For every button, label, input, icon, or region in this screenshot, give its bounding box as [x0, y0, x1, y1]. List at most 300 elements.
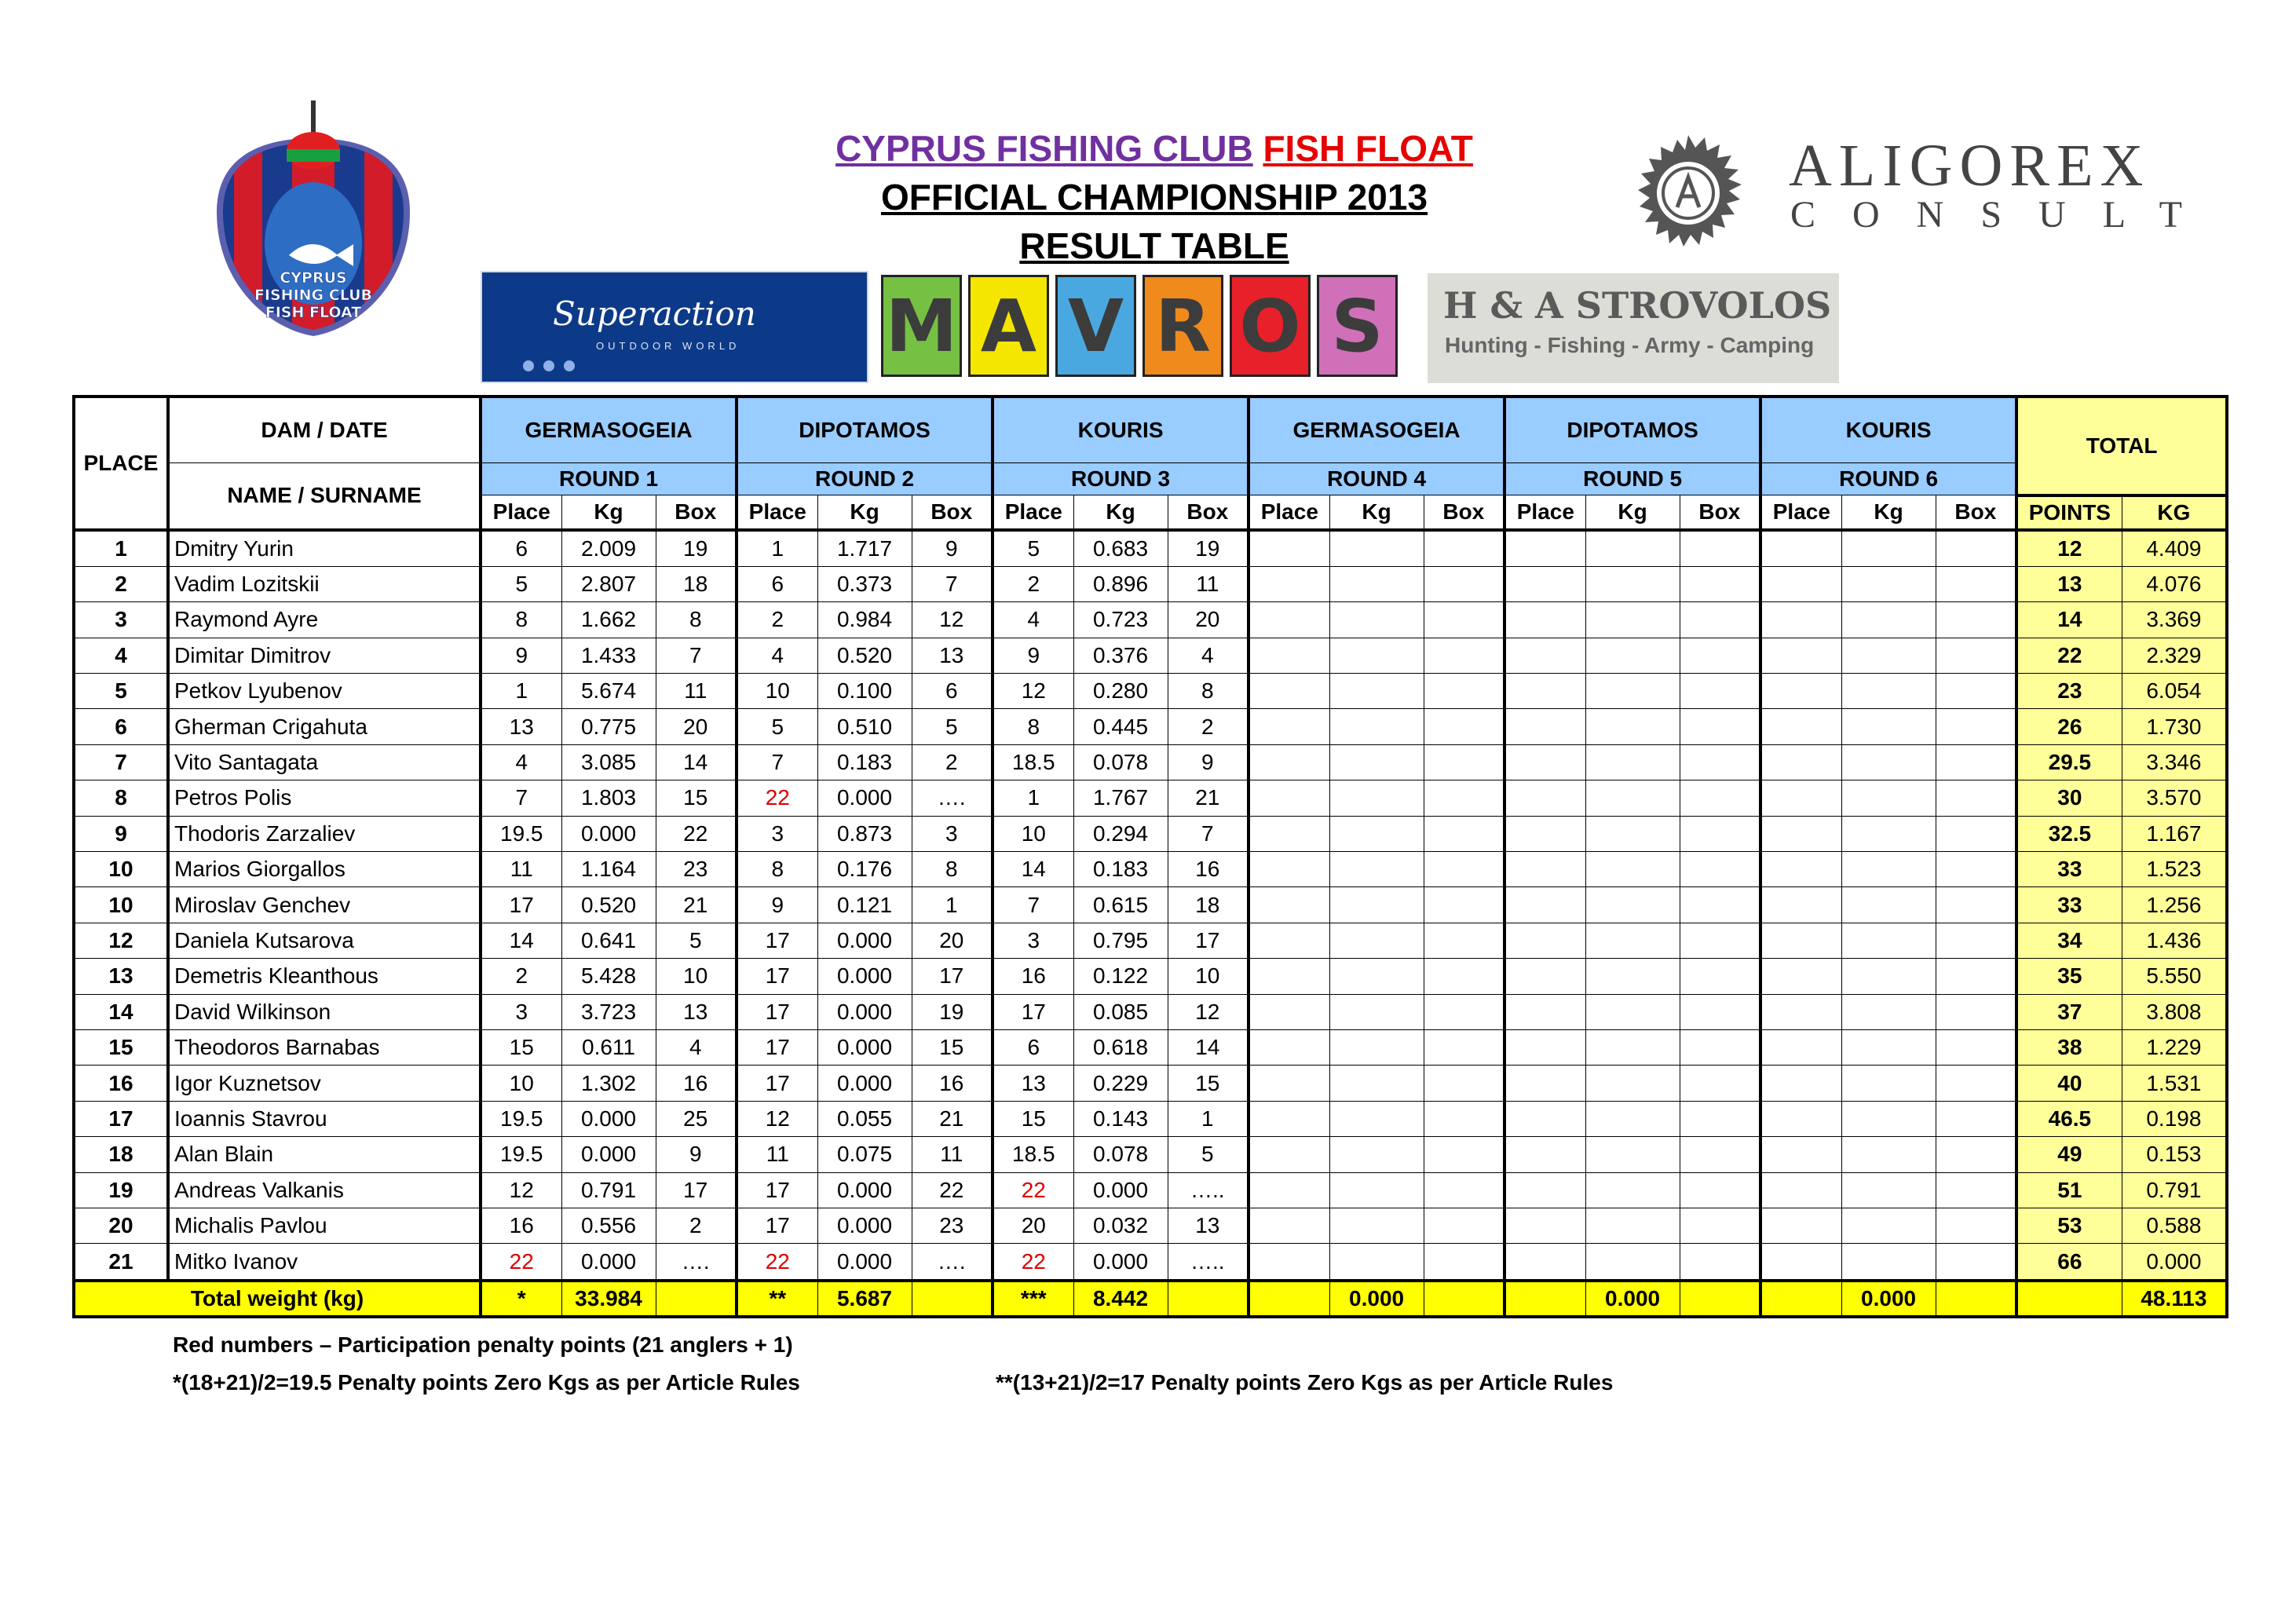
round5-box-cell [1680, 816, 1760, 851]
round1-box-cell: 5 [656, 923, 737, 958]
row-total-kg: 1.229 [2122, 1029, 2227, 1065]
round4-kg-cell [1329, 780, 1424, 816]
total-points-header: POINTS [2016, 495, 2122, 530]
row-total-points: 51 [2016, 1172, 2122, 1208]
round4-kg-cell [1329, 1066, 1424, 1101]
round2-place-cell: 22 [737, 780, 817, 816]
row-place: 1 [74, 530, 168, 567]
round4-kg-cell [1329, 602, 1424, 638]
round2-box-cell: 5 [912, 709, 993, 744]
grand-total-points [2016, 1281, 2122, 1317]
row-total-kg: 1.531 [2122, 1066, 2227, 1101]
round4-kg-cell [1329, 638, 1424, 673]
round2-place-cell: 1 [737, 530, 817, 567]
table-row [74, 1101, 2227, 1136]
round6-kg-cell [1841, 1208, 1936, 1243]
sub-header-place: Place [1249, 495, 1329, 530]
row-total-points: 26 [2016, 709, 2122, 744]
round1-place-cell: 15 [481, 1029, 561, 1065]
round6-place-cell [1760, 1066, 1841, 1101]
row-total-kg: 2.329 [2122, 638, 2227, 673]
row-name: Ioannis Stavrou [168, 1101, 481, 1136]
row-place: 21 [74, 1244, 168, 1281]
round5-place-cell [1504, 1172, 1585, 1208]
row-name: Thodoris Zarzaliev [168, 816, 481, 851]
round6-kg-cell [1841, 709, 1936, 744]
row-place: 10 [74, 852, 168, 887]
sub-header-kg: Kg [561, 495, 656, 530]
round1-box-cell: 9 [656, 1137, 737, 1172]
round3-place-cell: 13 [993, 1066, 1073, 1101]
row-name: Raymond Ayre [168, 602, 481, 638]
round3-kg-cell: 0.376 [1073, 638, 1168, 673]
round2-place-cell: 2 [737, 602, 817, 638]
round3-box-cell: 5 [1168, 1137, 1249, 1172]
round1-box-cell: 2 [656, 1208, 737, 1243]
round6-place-cell [1760, 1101, 1841, 1136]
table-row [74, 709, 2227, 744]
sub-header-place: Place [993, 495, 1073, 530]
row-total-points: 66 [2016, 1244, 2122, 1281]
round4-total-box [1424, 1281, 1504, 1317]
total-header: TOTAL [2016, 397, 2227, 495]
round1-total-kg: 33.984 [561, 1281, 656, 1317]
round1-kg-cell: 0.611 [561, 1029, 656, 1065]
round4-place-cell [1249, 602, 1329, 638]
round1-kg-cell: 1.164 [561, 852, 656, 887]
round4-place-cell [1249, 887, 1329, 923]
round4-kg-cell [1329, 530, 1424, 567]
row-name: Igor Kuznetsov [168, 1066, 481, 1101]
round1-box-cell: 4 [656, 1029, 737, 1065]
round5-kg-cell [1585, 923, 1680, 958]
round6-box-cell [1936, 780, 2016, 816]
round5-place-cell [1504, 709, 1585, 744]
round1-place-cell: 14 [481, 923, 561, 958]
strovolos-title: H & A STROVOLOS [1443, 284, 1832, 327]
round6-place-cell [1760, 1029, 1841, 1065]
round4-kg-cell [1329, 1244, 1424, 1281]
round2-kg-cell: 0.055 [817, 1101, 912, 1136]
round3-place-cell: 14 [993, 852, 1073, 887]
title-fish-float: FISH FLOAT [1263, 128, 1473, 169]
round3-kg-cell: 0.618 [1073, 1029, 1168, 1065]
round4-place-cell [1249, 923, 1329, 958]
round1-kg-cell: 1.433 [561, 638, 656, 673]
mavros-letter-s: S [1317, 275, 1398, 377]
round5-place-cell [1504, 1066, 1585, 1101]
venue-header-5: DIPOTAMOS [1504, 397, 1760, 463]
round3-kg-cell: 0.294 [1073, 816, 1168, 851]
round3-kg-cell: 1.767 [1073, 780, 1168, 816]
row-total-kg: 3.570 [2122, 780, 2227, 816]
round3-kg-cell: 0.032 [1073, 1208, 1168, 1243]
round4-total-mark [1249, 1281, 1329, 1317]
round4-box-cell [1424, 923, 1504, 958]
round5-kg-cell [1585, 709, 1680, 744]
round4-kg-cell [1329, 994, 1424, 1029]
round6-place-cell [1760, 674, 1841, 709]
round3-place-cell: 18.5 [993, 744, 1073, 780]
round6-box-cell [1936, 994, 2016, 1029]
round2-box-cell: 6 [912, 674, 993, 709]
round5-kg-cell [1585, 602, 1680, 638]
round1-kg-cell: 0.000 [561, 816, 656, 851]
round1-box-cell: 7 [656, 638, 737, 673]
round2-box-cell: 15 [912, 1029, 993, 1065]
venue-header-4: GERMASOGEIA [1249, 397, 1504, 463]
row-total-kg: 6.054 [2122, 674, 2227, 709]
round4-box-cell [1424, 1029, 1504, 1065]
round2-place-cell: 17 [737, 1029, 817, 1065]
round1-box-cell: 8 [656, 602, 737, 638]
round4-place-cell [1249, 816, 1329, 851]
round6-kg-cell [1841, 887, 1936, 923]
round4-box-cell [1424, 816, 1504, 851]
round6-place-cell [1760, 923, 1841, 958]
round2-total-box [912, 1281, 993, 1317]
round3-place-cell: 10 [993, 816, 1073, 851]
round6-place-cell [1760, 780, 1841, 816]
round4-place-cell [1249, 674, 1329, 709]
table-row [74, 674, 2227, 709]
dam-date-header: DAM / DATE [168, 397, 481, 463]
round2-box-cell: 20 [912, 923, 993, 958]
round5-kg-cell [1585, 816, 1680, 851]
round4-kg-cell [1329, 1137, 1424, 1172]
round5-place-cell [1504, 816, 1585, 851]
round2-kg-cell: 0.075 [817, 1137, 912, 1172]
round4-place-cell [1249, 1208, 1329, 1243]
round5-kg-cell [1585, 1066, 1680, 1101]
table-row [74, 1244, 2227, 1281]
round5-place-cell [1504, 959, 1585, 994]
table-row [74, 566, 2227, 601]
round5-kg-cell [1585, 1101, 1680, 1136]
round3-box-cell: 9 [1168, 744, 1249, 780]
row-total-kg: 1.730 [2122, 709, 2227, 744]
round4-kg-cell [1329, 959, 1424, 994]
round-header-2: ROUND 2 [737, 463, 993, 495]
round2-place-cell: 12 [737, 1101, 817, 1136]
row-name: Gherman Crigahuta [168, 709, 481, 744]
round3-kg-cell: 0.896 [1073, 566, 1168, 601]
round6-box-cell [1936, 602, 2016, 638]
round1-kg-cell: 0.000 [561, 1244, 656, 1281]
aligorex-name: ALIGOREX [1789, 133, 2151, 199]
round5-kg-cell [1585, 852, 1680, 887]
row-total-kg: 0.588 [2122, 1208, 2227, 1243]
round5-kg-cell [1585, 674, 1680, 709]
round5-place-cell [1504, 1029, 1585, 1065]
round6-kg-cell [1841, 674, 1936, 709]
results-table [72, 395, 2228, 1318]
round6-box-cell [1936, 887, 2016, 923]
round2-kg-cell: 1.717 [817, 530, 912, 567]
round3-total-mark: *** [993, 1281, 1073, 1317]
round1-place-cell: 7 [481, 780, 561, 816]
row-name: Theodoros Barnabas [168, 1029, 481, 1065]
round6-kg-cell [1841, 1101, 1936, 1136]
round5-box-cell [1680, 1066, 1760, 1101]
round4-box-cell [1424, 1172, 1504, 1208]
round3-kg-cell: 0.445 [1073, 709, 1168, 744]
row-total-points: 12 [2016, 530, 2122, 567]
round4-kg-cell [1329, 674, 1424, 709]
round4-box-cell [1424, 530, 1504, 567]
round2-box-cell: 1 [912, 887, 993, 923]
strovolos-logo [1428, 273, 1839, 383]
round2-kg-cell: 0.000 [817, 994, 912, 1029]
round2-kg-cell: 0.873 [817, 816, 912, 851]
sub-header-kg: Kg [1329, 495, 1424, 530]
round1-place-cell: 3 [481, 994, 561, 1029]
round5-place-cell [1504, 852, 1585, 887]
round6-kg-cell [1841, 744, 1936, 780]
round1-kg-cell: 3.723 [561, 994, 656, 1029]
round5-place-cell [1504, 1137, 1585, 1172]
round3-box-cell: 14 [1168, 1029, 1249, 1065]
round3-box-cell: 21 [1168, 780, 1249, 816]
round4-total-kg: 0.000 [1329, 1281, 1424, 1317]
round1-kg-cell: 0.520 [561, 887, 656, 923]
round-header-1: ROUND 1 [481, 463, 737, 495]
club-shield-logo [210, 94, 416, 338]
round2-kg-cell: 0.000 [817, 780, 912, 816]
round5-kg-cell [1585, 1208, 1680, 1243]
round4-place-cell [1249, 709, 1329, 744]
row-total-points: 29.5 [2016, 744, 2122, 780]
round2-place-cell: 11 [737, 1137, 817, 1172]
round4-place-cell [1249, 1029, 1329, 1065]
title-club-name: CYPRUS FISHING CLUB [835, 128, 1253, 169]
round5-place-cell [1504, 530, 1585, 567]
sub-header-kg: Kg [817, 495, 912, 530]
round1-place-cell: 13 [481, 709, 561, 744]
round4-box-cell [1424, 1066, 1504, 1101]
row-total-points: 30 [2016, 780, 2122, 816]
round4-box-cell [1424, 994, 1504, 1029]
round6-kg-cell [1841, 959, 1936, 994]
round2-place-cell: 9 [737, 887, 817, 923]
round3-kg-cell: 0.795 [1073, 923, 1168, 958]
round6-kg-cell [1841, 1029, 1936, 1065]
round5-kg-cell [1585, 1172, 1680, 1208]
round6-place-cell [1760, 566, 1841, 601]
round6-kg-cell [1841, 638, 1936, 673]
round6-place-cell [1760, 959, 1841, 994]
total-kg-header: KG [2122, 495, 2227, 530]
row-total-points: 33 [2016, 852, 2122, 887]
round4-kg-cell [1329, 923, 1424, 958]
round5-place-cell [1504, 744, 1585, 780]
row-total-points: 38 [2016, 1029, 2122, 1065]
round2-total-mark: ** [737, 1281, 817, 1317]
round1-box-cell: 20 [656, 709, 737, 744]
round6-place-cell [1760, 638, 1841, 673]
round4-place-cell [1249, 1172, 1329, 1208]
sub-header-place: Place [737, 495, 817, 530]
sub-header-place: Place [481, 495, 561, 530]
round6-place-cell [1760, 816, 1841, 851]
round1-place-cell: 19.5 [481, 816, 561, 851]
round3-place-cell: 6 [993, 1029, 1073, 1065]
round4-box-cell [1424, 1208, 1504, 1243]
mavros-letter-o: O [1230, 275, 1311, 377]
venue-header-1: GERMASOGEIA [481, 397, 737, 463]
row-name: Alan Blain [168, 1137, 481, 1172]
round2-kg-cell: 0.984 [817, 602, 912, 638]
table-row [74, 602, 2227, 638]
round1-box-cell: 17 [656, 1172, 737, 1208]
round3-place-cell: 2 [993, 566, 1073, 601]
round6-place-cell [1760, 1137, 1841, 1172]
round6-place-cell [1760, 852, 1841, 887]
venue-header-6: KOURIS [1760, 397, 2016, 463]
mavros-letter-r: R [1143, 275, 1223, 377]
row-name: Dmitry Yurin [168, 530, 481, 567]
round5-box-cell [1680, 887, 1760, 923]
round1-place-cell: 4 [481, 744, 561, 780]
round4-place-cell [1249, 530, 1329, 567]
round3-kg-cell: 0.723 [1073, 602, 1168, 638]
round5-box-cell [1680, 1208, 1760, 1243]
round4-box-cell [1424, 887, 1504, 923]
round3-kg-cell: 0.122 [1073, 959, 1168, 994]
row-place: 20 [74, 1208, 168, 1243]
round5-box-cell [1680, 674, 1760, 709]
round4-place-cell [1249, 1137, 1329, 1172]
round5-place-cell [1504, 923, 1585, 958]
round1-kg-cell: 1.803 [561, 780, 656, 816]
round4-place-cell [1249, 1066, 1329, 1101]
row-total-kg: 0.198 [2122, 1101, 2227, 1136]
superaction-tagline: OUTDOOR WORLD [596, 340, 740, 352]
round5-place-cell [1504, 602, 1585, 638]
row-place: 7 [74, 744, 168, 780]
round5-box-cell [1680, 1172, 1760, 1208]
round6-box-cell [1936, 638, 2016, 673]
round4-box-cell [1424, 638, 1504, 673]
round6-box-cell [1936, 744, 2016, 780]
venue-header-2: DIPOTAMOS [737, 397, 993, 463]
round5-place-cell [1504, 566, 1585, 601]
round5-box-cell [1680, 1244, 1760, 1281]
row-name: Dimitar Dimitrov [168, 638, 481, 673]
round5-box-cell [1680, 780, 1760, 816]
superaction-logo [481, 271, 868, 383]
row-total-points: 34 [2016, 923, 2122, 958]
mavros-logo [881, 275, 1401, 377]
round1-box-cell: 21 [656, 887, 737, 923]
round2-kg-cell: 0.000 [817, 959, 912, 994]
round2-box-cell: 19 [912, 994, 993, 1029]
round5-kg-cell [1585, 780, 1680, 816]
round2-box-cell: 3 [912, 816, 993, 851]
round4-box-cell [1424, 709, 1504, 744]
round2-kg-cell: 0.183 [817, 744, 912, 780]
round6-box-cell [1936, 1029, 2016, 1065]
row-total-kg: 3.369 [2122, 602, 2227, 638]
round2-kg-cell: 0.000 [817, 1208, 912, 1243]
name-surname-header: NAME / SURNAME [168, 463, 481, 530]
round1-box-cell: 15 [656, 780, 737, 816]
round2-box-cell: 22 [912, 1172, 993, 1208]
row-name: Marios Giorgallos [168, 852, 481, 887]
round4-kg-cell [1329, 1101, 1424, 1136]
round3-box-cell: 4 [1168, 638, 1249, 673]
sub-header-place: Place [1504, 495, 1585, 530]
row-place: 9 [74, 816, 168, 851]
round5-box-cell [1680, 709, 1760, 744]
total-weight-row [74, 1281, 2227, 1317]
row-total-kg: 5.550 [2122, 959, 2227, 994]
table-row [74, 959, 2227, 994]
row-total-points: 40 [2016, 1066, 2122, 1101]
round5-total-mark [1504, 1281, 1585, 1317]
round6-place-cell [1760, 994, 1841, 1029]
round4-kg-cell [1329, 744, 1424, 780]
round4-place-cell [1249, 994, 1329, 1029]
sub-header-kg: Kg [1585, 495, 1680, 530]
round4-box-cell [1424, 744, 1504, 780]
round3-box-cell: 20 [1168, 602, 1249, 638]
round2-place-cell: 17 [737, 959, 817, 994]
table-row [74, 1208, 2227, 1243]
superaction-wordmark: Superaction [553, 294, 756, 333]
aligorex-subtitle: CONSULT [1790, 194, 2219, 236]
round6-box-cell [1936, 816, 2016, 851]
round1-place-cell: 6 [481, 530, 561, 567]
round3-place-cell: 5 [993, 530, 1073, 567]
round3-place-cell: 17 [993, 994, 1073, 1029]
round2-kg-cell: 0.176 [817, 852, 912, 887]
note-rule-2: **(13+21)/2=17 Penalty points Zero Kgs as per Article Rules [996, 1370, 1614, 1395]
round5-box-cell [1680, 959, 1760, 994]
round-header-4: ROUND 4 [1249, 463, 1504, 495]
round3-total-kg: 8.442 [1073, 1281, 1168, 1317]
round1-kg-cell: 1.662 [561, 602, 656, 638]
round6-total-mark [1760, 1281, 1841, 1317]
round5-place-cell [1504, 994, 1585, 1029]
round2-kg-cell: 0.000 [817, 923, 912, 958]
round5-kg-cell [1585, 1029, 1680, 1065]
round2-place-cell: 17 [737, 994, 817, 1029]
round3-kg-cell: 0.615 [1073, 887, 1168, 923]
round4-kg-cell [1329, 852, 1424, 887]
sub-header-box: Box [1680, 495, 1760, 530]
round5-box-cell [1680, 923, 1760, 958]
row-name: David Wilkinson [168, 994, 481, 1029]
round6-box-cell [1936, 1066, 2016, 1101]
table-row [74, 1029, 2227, 1065]
round2-kg-cell: 0.100 [817, 674, 912, 709]
mavros-letter-m: M [881, 275, 962, 377]
document-title [754, 124, 1555, 270]
round6-kg-cell [1841, 852, 1936, 887]
round5-kg-cell [1585, 1137, 1680, 1172]
round4-box-cell [1424, 959, 1504, 994]
round5-box-cell [1680, 852, 1760, 887]
round4-kg-cell [1329, 1208, 1424, 1243]
row-place: 19 [74, 1172, 168, 1208]
row-total-kg: 3.346 [2122, 744, 2227, 780]
round1-kg-cell: 2.807 [561, 566, 656, 601]
round1-kg-cell: 5.428 [561, 959, 656, 994]
row-place: 4 [74, 638, 168, 673]
round1-place-cell: 5 [481, 566, 561, 601]
round1-place-cell: 22 [481, 1244, 561, 1281]
